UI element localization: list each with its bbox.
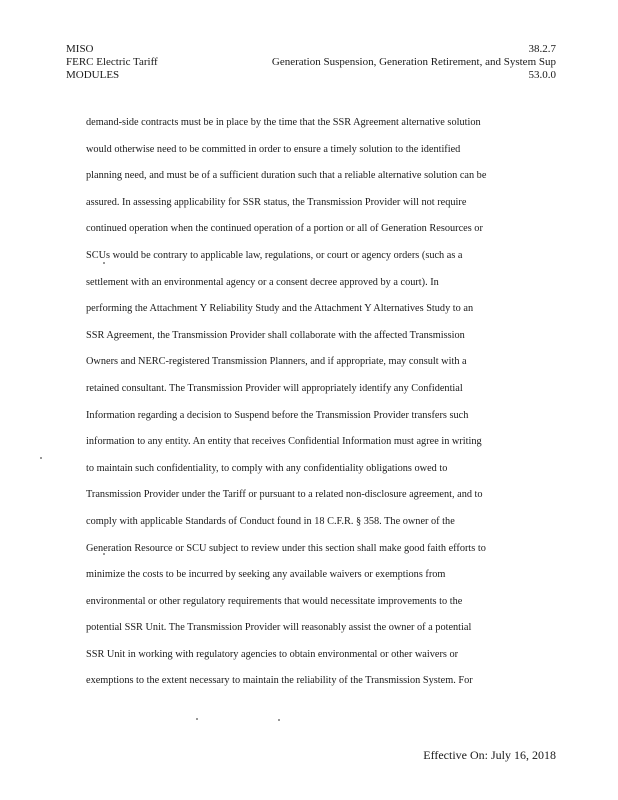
text-line: SSR Agreement, the Transmission Provider shall collaborate with the affected Transmission xyxy=(86,329,465,341)
text-line: would otherwise need to be committed in order to ensure a timely solution to the identified xyxy=(86,143,461,155)
text-line: Generation Resource or SCU subject to review under this section shall make good faith efforts to xyxy=(86,542,486,554)
text-line: comply with applicable Standards of Conduct found in 18 C.F.R. § 358. The owner of the xyxy=(86,515,455,527)
body-paragraph xyxy=(86,110,546,695)
text-line: SSR Unit in working with regulatory agencies to obtain environmental or other waivers or xyxy=(86,648,459,660)
scan-speck xyxy=(196,718,198,720)
header-modules: MODULES xyxy=(66,69,120,81)
text-line: Owners and NERC-registered Transmission Planners, and if appropriate, may consult with a xyxy=(86,356,467,368)
header-organization: MISO xyxy=(66,43,94,55)
text-line: performing the Attachment Y Reliability Study and the Attachment Y Alternatives Study to an xyxy=(86,303,474,315)
text-line: retained consultant. The Transmission Provider will appropriately identify any Confidential xyxy=(86,382,463,394)
text-line: potential SSR Unit. The Transmission Provider will reasonably assist the owner of a potential xyxy=(86,622,472,634)
text-line: planning need, and must be of a sufficient duration such that a reliable alternative solution can be xyxy=(86,170,487,182)
text-line: environmental or other regulatory requirements that would necessitate improvements to the xyxy=(86,595,463,607)
header-section-number: 38.2.7 xyxy=(528,43,556,55)
header-section-title: Generation Suspension, Generation Retirement, and System Sup xyxy=(271,56,556,68)
scan-speck xyxy=(103,553,105,555)
scan-speck xyxy=(278,719,280,721)
text-line: settlement with an environmental agency or a consent decree approved by a court). In xyxy=(86,276,439,288)
text-line: demand-side contracts must be in place by the time that the SSR Agreement alternative solution xyxy=(86,117,481,128)
text-line: Transmission Provider under the Tariff or pursuant to a related non-disclosure agreement, and to xyxy=(86,489,483,501)
text-line: assured. In assessing applicability for SSR status, the Transmission Provider will not require xyxy=(86,196,467,208)
text-line: Information regarding a decision to Suspend before the Transmission Provider transfers such xyxy=(86,409,469,421)
text-line: to maintain such confidentiality, to comply with any confidentiality obligations owed to xyxy=(86,462,448,474)
text-line: information to any entity. An entity that receives Confidential Information must agree in writing xyxy=(86,436,482,448)
text-line: minimize the costs to be incurred by seeking any available waivers or exemptions from xyxy=(86,569,446,581)
tariff-header-right xyxy=(272,43,556,82)
tariff-header-left xyxy=(66,43,158,82)
scan-speck xyxy=(40,457,42,459)
effective-date: Effective On: July 16, 2018 xyxy=(423,748,556,762)
header-tariff-name: FERC Electric Tariff xyxy=(66,56,158,68)
text-line: SCUs would be contrary to applicable law, regulations, or court or agency orders (such as a xyxy=(86,249,463,261)
scan-speck xyxy=(103,262,105,264)
text-line: continued operation when the continued operation of a portion or all of Generation Resources or xyxy=(86,223,483,235)
text-line: exemptions to the extent necessary to maintain the reliability of the Transmission System. For xyxy=(86,675,473,687)
header-version: 53.0.0 xyxy=(528,69,556,81)
